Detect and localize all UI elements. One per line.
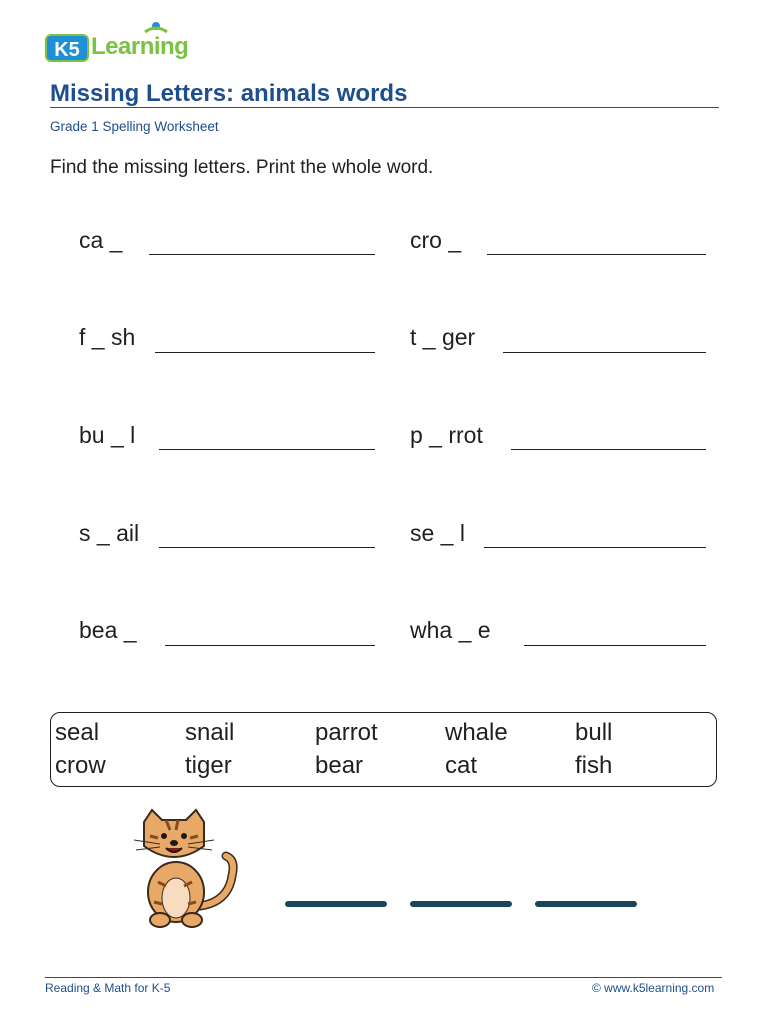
word-bank-item: crow bbox=[55, 752, 106, 779]
answer-line[interactable] bbox=[149, 254, 375, 255]
word-bank-item: parrot bbox=[315, 719, 378, 746]
answer-line[interactable] bbox=[487, 254, 706, 255]
exercise-word: bea _ bbox=[79, 617, 137, 643]
word-bank-item: tiger bbox=[185, 752, 232, 779]
exercise-word: cro _ bbox=[410, 227, 462, 253]
k5-learning-logo bbox=[45, 26, 205, 66]
answer-line[interactable] bbox=[511, 449, 706, 450]
exercise-word: t _ ger bbox=[410, 324, 476, 350]
exercise-word: bu _ l bbox=[79, 422, 136, 448]
exercise-word: f _ sh bbox=[79, 324, 136, 350]
title-divider bbox=[50, 107, 719, 108]
logo-badge: K5 bbox=[45, 34, 89, 62]
logo-figure-icon bbox=[141, 20, 171, 40]
answer-line[interactable] bbox=[524, 645, 706, 646]
exercise-word: s _ ail bbox=[79, 520, 140, 546]
word-bank-item: snail bbox=[185, 719, 235, 746]
exercise-word: se _ l bbox=[410, 520, 465, 546]
picture-answer-blank[interactable] bbox=[535, 901, 637, 907]
logo-word: Learning bbox=[91, 33, 189, 60]
word-bank-item: whale bbox=[445, 719, 508, 746]
answer-line[interactable] bbox=[159, 547, 375, 548]
exercise-word: ca _ bbox=[79, 227, 123, 253]
answer-line[interactable] bbox=[165, 645, 375, 646]
exercise-word: p _ rrot bbox=[410, 422, 483, 448]
instructions: Find the missing letters. Print the whole word. bbox=[50, 157, 434, 178]
exercise-word: wha _ e bbox=[410, 617, 491, 643]
picture-answer-blank[interactable] bbox=[410, 901, 512, 907]
footer-url[interactable]: © www.k5learning.com bbox=[592, 981, 715, 995]
footer-tagline: Reading & Math for K-5 bbox=[45, 981, 171, 995]
word-bank-item: fish bbox=[575, 752, 613, 779]
page-title: Missing Letters: animals words bbox=[50, 80, 408, 107]
cat-illustration-icon bbox=[130, 806, 242, 930]
answer-line[interactable] bbox=[159, 449, 375, 450]
answer-line[interactable] bbox=[155, 352, 375, 353]
word-bank-item: seal bbox=[55, 719, 100, 746]
footer-divider bbox=[45, 977, 722, 978]
answer-line[interactable] bbox=[484, 547, 706, 548]
answer-line[interactable] bbox=[503, 352, 706, 353]
subtitle: Grade 1 Spelling Worksheet bbox=[50, 119, 219, 134]
word-bank-item: bear bbox=[315, 752, 364, 779]
word-bank-item: bull bbox=[575, 719, 613, 746]
word-bank bbox=[50, 712, 717, 787]
picture-answer-blank[interactable] bbox=[285, 901, 387, 907]
word-bank-item: cat bbox=[445, 752, 478, 779]
